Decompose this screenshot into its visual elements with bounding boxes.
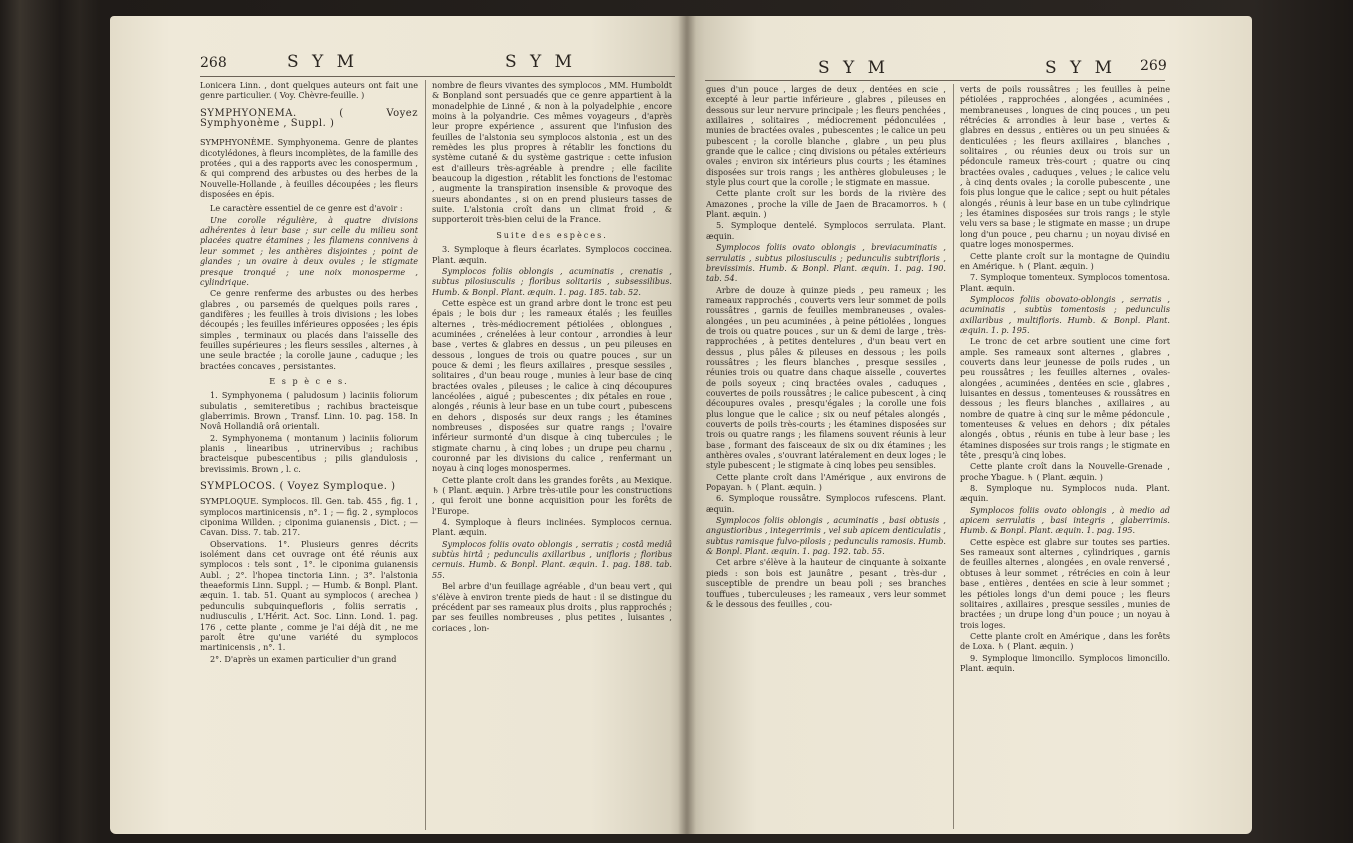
left-column-divider	[425, 80, 426, 830]
paragraph: Cette plante croît sur les bords de la rivière des Amazones , proche la ville de Jaen de Bracamorros. ♄ ( Plant. æquin. )	[706, 188, 946, 220]
left-header-left: S Y M	[287, 52, 359, 72]
paragraph: 6. Symploque roussâtre. Symplocos rufescens. Plant. æquin.	[706, 493, 946, 514]
left-page-number: 268	[200, 55, 227, 71]
paragraph: Observations. 1°. Plusieurs genres décrits isolément dans cet ouvrage ont été réunis aux symplocos : tels sont , 1°. le ciponima guianensis Aubl. ; 2°. l'hopea tinctoria Linn. ; 3°. l'alstonia theaeformis Linn. Suppl. ; — Humb. & Bonpl. Plant. æquin. 1. tab. 51. Quant au symplocos ( arechea ) pedunculis subquinquefloris , foliis serratis , nudiusculis , L'Hérit. Act. Soc. Linn. Lond. 1. pag. 176 , cette plante , comme je l'ai déjà dit , ne me paroît être qu'une variété du symplocos martinicensis , n°. 1.	[200, 538, 418, 653]
paragraph: Cette plante croît dans la Nouvelle-Grenade , proche Ybague. ♄ ( Plant. æquin. )	[960, 461, 1170, 482]
right-column-1	[706, 84, 946, 829]
paragraph: Symplocos foliis ovato oblongis , serratis ; costâ mediâ subtùs hirtâ ; pedunculis axillaribus , unifloris ; floribus cernuis. Humb. & Bonpl. Plant. æquin. 1. pag. 188. tab. 55.	[432, 538, 672, 580]
paragraph: SYMPLOQUE. Symplocos. Ill. Gen. tab. 455 , fig. 1 , symplocos martinicensis , n°. 1 ; — fig. 2 , symplocos ciponima Willden. ; ciponima guianensis , Dict. ; — Cavan. Diss. 7. tab. 217.	[200, 496, 418, 538]
paragraph: 3. Symploque à fleurs écarlates. Symplocos coccinea. Plant. æquin.	[432, 244, 672, 265]
paragraph: Cet arbre s'élève à la hauteur de cinquante à soixante pieds : son bois est jaunâtre , pesant , très-dur , susceptible de prendre un beau poli ; ses branches touffues , tuberculeuses ; les rameaux , vers leur sommet & le dessous des feuilles , cou-	[706, 557, 946, 609]
paragraph: Bel arbre d'un feuillage agréable , d'un beau vert , qui s'élève à environ trente pieds de haut : il se distingue du précédent par ses rameaux plus droits , plus rapprochés ; par ses feuilles nombreuses , plus petites , luisantes , coriaces , lon-	[432, 581, 672, 633]
section-heading: Suite des espèces.	[496, 229, 608, 240]
paragraph: Arbre de douze à quinze pieds , peu rameux ; les rameaux rapprochés , couverts vers leur sommet de poils roussâtres , garnis de feuilles membraneuses , ovales-alongées , un peu acuminées , à peine pétiolées , longues de trois ou quatre pouces , sur un & demi de large , très-rapprochées , à petites dentelures , d'un beau vert en dessus , plus pâles & pileuses en dessous ; les poils roussâtres ; les fleurs blanches , presque sessiles , réunies trois ou quatre dans chaque aisselle , couvertes de poils soyeux ; cinq bractées ovales , caduques , couvertes de poils roussâtres ; le calice pubescent , à cinq découpures ovales , presqu'égales ; la corolle une fois plus longue que le calice ; six ou neuf pétales alongés , couverts de poils très-courts ; les étamines disposées sur trois ou quatre rangs ; les filamens souvent réunis à leur base , formant des faisceaux de six ou dix étamines ; les anthères ovales , s'ouvrant latéralement en deux loges ; le style pubescent ; le stigmate à cinq lobes peu sensibles.	[706, 284, 946, 471]
paragraph: Cette plante croît sur la montagne de Quindiu en Amérique. ♄ ( Plant. æquin. )	[960, 250, 1170, 271]
paragraph: Cette plante croît en Amérique , dans les forêts de Loxa. ♄ ( Plant. æquin. )	[960, 630, 1170, 652]
paragraph: Symplocos foliis oblongis , acuminatis , crenatis , subtus pilosiusculis ; floribus solitariis , subsessilibus. Humb. & Bonpl. Plant. æquin. 1. pag. 185. tab. 52.	[432, 265, 672, 297]
paragraph: 1. Symphyonema ( paludosum ) laciniis foliorum subulatis , semiteretibus ; rachibus bracteisque glaberrimis. Brown , Transf. Linn. 10. pag. 158. In Novâ Hollandiâ orâ orientali.	[200, 390, 418, 432]
paragraph: 5. Symploque dentelé. Symplocos serrulata. Plant. æquin.	[706, 220, 946, 241]
paragraph: Ce genre renferme des arbustes ou des herbes glabres , ou parsemés de quelques poils rares , gandifères ; les feuilles à trois divisions ; les lobes découpés ; les feuilles inférieures opposées ; les épis simples , terminaux ou placés dans l'aisselle des feuilles supérieures ; les fleurs sessiles , alternes , à une seule bractée ; la corolle jaune , caduque ; les bractées concaves , persistantes.	[200, 288, 418, 371]
left-header-rule	[200, 76, 675, 77]
right-header-left: S Y M	[818, 58, 890, 78]
paragraph: Cette espèce est un grand arbre dont le tronc est peu épais ; le bois dur ; les rameaux étalés ; les feuilles alternes , très-médiocrement pétiolées , oblongues , acuminées , crénelées à leur contour , arrondies à leur base , vertes & glabres en dessus , un peu pileuses en dessous , longues de trois ou quatre pouces , sur un pouce & demi ; les fleurs axillaires , presque sessiles , solitaires , d'un beau rouge , munies à leur base de cinq bractées ovales , pileuses ; le calice à cinq découpures lancéolées , aigué ; pubescentes ; dix pétales en roue , alongés , réunis à leur base en un tube court , pubescens en dehors , disposés sur deux rangs ; les étamines nombreuses , disposées sur quatre rangs ; l'ovaire inférieur surmonté d'un disque à cinq tubercules ; le stigmate charnu , à cinq lobes ; un drupe peu charnu , couronné par les divisions du calice , renfermant un noyau à cinq loges monospermes.	[432, 297, 672, 474]
paragraph: 2. Symphyonema ( montanum ) laciniis foliorum planis , linearibus , utrinervibus ; rachibus bracteisque pubescentibus ; pilis glandulosis , brevissimis. Brown , l. c.	[200, 432, 418, 474]
right-column-divider	[953, 84, 954, 829]
entry-heading: SYMPHYONEMA. ( Voyez Symphyonème , Suppl. )	[200, 107, 418, 130]
section-heading: E s p è c e s.	[269, 375, 349, 386]
paragraph: 4. Symploque à fleurs inclinées. Symplocos cernua. Plant. æquin.	[432, 517, 672, 538]
entry-heading: SYMPLOCOS. ( Voyez Symploque. )	[200, 481, 396, 493]
paragraph: Symplocos foliis ovato oblongis , à medio ad apicem serrulatis , basi integris , glaberrimis. Humb. & Bonpl. Plant. æquin. 1. pag. 195.	[960, 504, 1170, 536]
paragraph: gues d'un pouce , larges de deux , dentées en scie , excepté à leur partie inférieure , glabres , pileuses en dessous sur leur nervure principale ; les fleurs penchées , axillaires , solitaires , médiocrement pédonculées , munies de bractées ovales , pubescentes ; le calice un peu pubescent ; la corolle blanche , glabre , un peu plus grande que le calice ; cinq divisions ou pétales extérieurs ovales ; environ six intérieurs plus courts ; les étamines disposées sur trois rangs ; les anthères globuleuses ; le style plus court que la corolle ; le stigmate en massue.	[706, 84, 946, 188]
paragraph: Cette plante croît dans les grandes forêts , au Mexique. ♄ ( Plant. æquin. ) Arbre très-utile pour les constructions , qui feroit une bonne acquisition pour les forêts de l'Europe.	[432, 474, 672, 516]
book-gutter	[678, 16, 696, 834]
paragraph: Cette espèce est glabre sur toutes ses parties. Ses rameaux sont alternes , cylindriques , garnis de feuilles alternes , alongées , en ovale renversé , obtuses à leur sommet , rétrécies en coin à leur base , entières , dentées en scie à leur sommet ; les pétioles longs d'un demi pouce ; les fleurs solitaires , axillaires , presque sessiles , munies de bractées ; un drupe long d'un pouce ; un noyau à trois loges.	[960, 536, 1170, 630]
paragraph: Symplocos foliis obovato-oblongis , serratis , acuminatis , subtùs tomentosis ; pedunculis axillaribus , multifloris. Humb. & Bonpl. Plant. æquin. 1. p. 195.	[960, 293, 1170, 335]
right-page-number: 269	[1140, 58, 1167, 74]
paragraph: Symplocos foliis ovato oblongis , breviacuminatis , serrulatis , subtus pilosiusculis ; pedunculis subtrifloris , brevissimis. Humb. & Bonpl. Plant. æquin. 1. pag. 190. tab. 54.	[706, 242, 946, 284]
right-column-2	[960, 84, 1170, 829]
paragraph: 7. Symploque tomenteux. Symplocos tomentosa. Plant. æquin.	[960, 272, 1170, 293]
right-header-right: S Y M	[1045, 58, 1117, 78]
paragraph: nombre de fleurs vivantes des symplocos , MM. Humboldt & Bonpland sont persuadés que ce genre appartient à la monadelphie de Linné , & non à la polyadelphie , encore moins à la polyandrie. Ces mêmes voyageurs , d'après leur propre expérience , assurent que l'infusion des feuilles de l'alstonia seu symplocos alstonia , est un des remèdes les plus propres à rétablir les fonctions du système cutané & du système gastrique : cette infusion est d'ailleurs très-agréable à prendre ; elle facilite beaucoup la digestion , rétablit les fonctions de l'estomac , augmente la transpiration insensible & provoque des sueurs abondantes , si on en prend plusieurs tasses de suite. L'alstonia croît dans un climat froid , & supporteroit très-bien celui de la France.	[432, 80, 672, 225]
paragraph: 9. Symploque limoncillo. Symplocos limoncillo. Plant. æquin.	[960, 652, 1170, 673]
paragraph: Cette plante croît dans l'Amérique , aux environs de Popayan. ♄ ( Plant. æquin. )	[706, 471, 946, 493]
paragraph: 2°. D'après un examen particulier d'un grand	[210, 653, 397, 664]
left-column-1	[200, 80, 418, 825]
right-header-rule	[705, 80, 1165, 81]
entry-heading: SYMPHYONÈME. Symphyonema. Genre de plantes dicotylédones, à fleurs incomplètes, de la famille des protées , qui a des rapports avec les conospermum , & qui comprend des arbustes ou des herbes de la Nouvelle-Hollande , à feuilles découpées ; les fleurs disposées en épis.	[200, 137, 418, 200]
left-header-right: S Y M	[505, 52, 577, 72]
paragraph: Une corolle régulière, à quatre divisions adhérentes à leur base ; sur celle du milieu sont placées quatre étamines ; les filamens connivens à leur sommet ; les anthères disjointes ; point de glandes ; un ovaire à deux ovules ; le stigmate presque tronqué ; une noix monosperme , cylindrique.	[200, 214, 418, 287]
paragraph: Lonicera Linn. , dont quelques auteurs ont fait une genre particulier. ( Voy. Chèvre-feuille. )	[200, 80, 418, 101]
paragraph: Symplocos foliis oblongis , acuminatis , basi obtusis , angustioribus , integerrimis , vel sub apicem denticulatis , subtus ramisque fulvo-pilosis ; pedunculis ramosis. Humb. & Bonpl. Plant. æquin. 1. pag. 192. tab. 55.	[706, 515, 946, 557]
paragraph: Le tronc de cet arbre soutient une cime fort ample. Ses rameaux sont alternes , glabres , couverts dans leur jeunesse de poils rudes , un peu roussâtres ; les feuilles alternes , ovales-alongées , acuminées , dentées en scie , glabres , luisantes en dessus , tomenteuses & roussâtres en dessous ; les fleurs blanches , axillaires , au nombre de quatre à cinq sur le même pédoncule , tomenteuses & velues en dehors ; dix pétales alongés , obtus , réunis en tube à leur base ; les étamines disposées sur trois rangs ; le stigmate en tête , presqu'à cinq lobes.	[960, 336, 1170, 461]
paragraph: verts de poils roussâtres ; les feuilles à peine pétiolées , rapprochées , alongées , acuminées , membraneuses , longues de cinq pouces , un peu rétrécies & arrondies à leur base , vertes & glabres en dessus , entières ou un peu sinuées & denticulées ; les fleurs axillaires , blanches , solitaires , ou réunies deux ou trois sur un pédoncule rameux très-court ; quatre ou cinq bractées ovales , caduques , velues ; le calice velu , à cinq dents ovales ; la corolle pubescente , une fois plus longue que le calice ; sept ou huit pétales alongés , réunis à leur base en un tube cylindrique ; les étamines disposées sur trois rangs ; le style velu vers sa base ; le stigmate en masse ; un drupe long d'un pouce , peu charnu ; un noyau divisé en quatre loges monospermes.	[960, 84, 1170, 250]
paragraph: Le caractère essentiel de ce genre est d'avoir :	[210, 203, 403, 214]
paragraph: 8. Symploque nu. Symplocos nuda. Plant. æquin.	[960, 483, 1170, 504]
left-column-2	[432, 80, 672, 825]
